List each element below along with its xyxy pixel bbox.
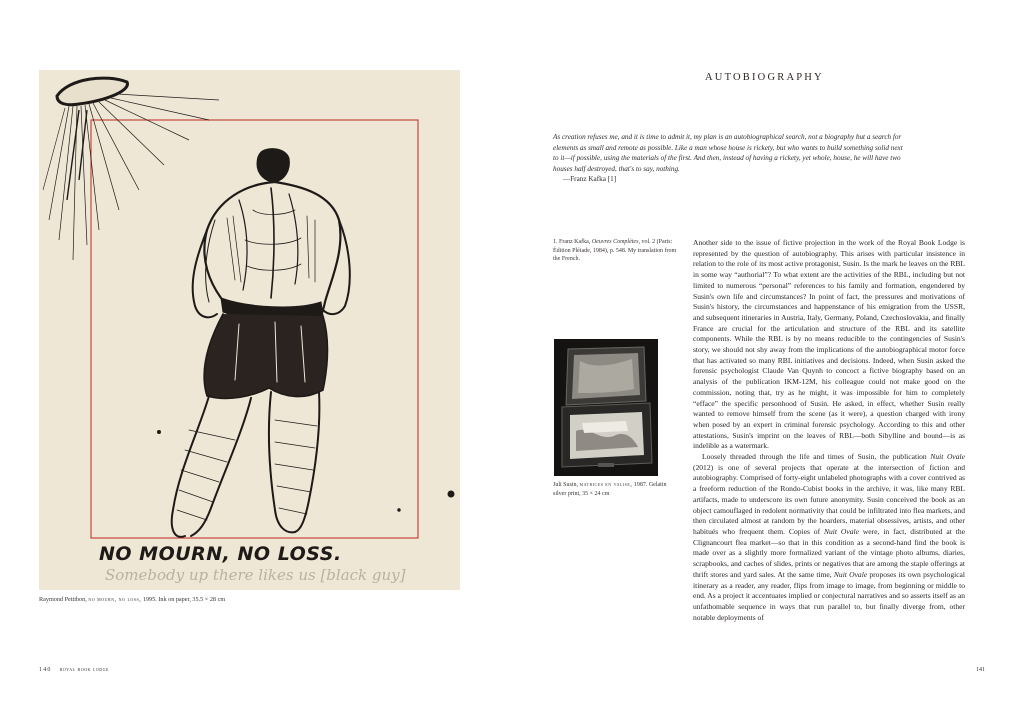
figure-from-behind [158, 149, 455, 537]
artwork-no-mourn-no-loss [39, 70, 460, 590]
section-title: AUTOBIOGRAPHY [705, 72, 824, 83]
folio-left [39, 667, 109, 673]
artwork-caption-details: 1995. Ink on paper, 35.5 × 28 cm [142, 596, 226, 603]
photo-caption-title: matrices en valise, [579, 482, 633, 488]
body-paragraph-2 [693, 452, 965, 623]
handwritten-title: NO MOURN, NO LOSS. [99, 543, 342, 565]
photo-matrices-en-valise [554, 339, 658, 476]
epigraph-attribution: —Franz Kafka [1] [563, 175, 617, 183]
p2-part-b: (2012) is one of several projects that operate at the intersection of fiction and autobiography. Comprised of forty-eight unlabeled photographs with a cover contrived as a freeform reduction of the Rondo-Cubist books in the archive, it was, like many RBL artifacts, made to underscore its own future anonymity. Susin conceived the book as an object camouflaged in redolent normativity that could be infiltrated into flea markets, and then circulated almost at random by the hoarders, material obsessives, artists, and other habitués who frequent them. Copies of [693, 462, 965, 536]
photo-caption [553, 481, 667, 498]
p2-part-a: Loosely threaded through the life and times of Susin, the publication [702, 452, 931, 462]
handwritten-subline: Somebody up there likes us [black guy] [105, 566, 406, 584]
page-number-right: 141 [976, 667, 985, 673]
photo-caption-artist: Juli Susin, [553, 482, 579, 488]
p2-part-c: were, in fact, distributed at the Clignancourt flea market—so that in this condition as a second-hand find the book is made over as a slightly more formalized variant of the vintage photo albums, diaries, scrapbooks, and caches of slides, prints or negatives that are among the staple offerings at thrift stores and yard sales. At the same time, [693, 526, 965, 579]
p2-title-a: Nuit Ovale [930, 452, 965, 462]
artwork-caption [39, 596, 460, 604]
epigraph-text: As creation refuses me, and it is time to admit it, my plan is an autobiographical search, not a biography but a search for elements as small and remote as possible. Like a man whose house is rickety, but who wants to build something solid next to it—if possible, using the materials of the first. And then, instead of having a rickety, yet whole, house, he will have two houses half destroyed, that's to say, nothing. [553, 133, 903, 173]
p2-title-b: Nuit Ovale [824, 526, 859, 536]
footnote-work: Oeuvres Complètes [591, 239, 639, 245]
footnote-1 [553, 238, 677, 264]
artwork-caption-artist: Raymond Pettibon, [39, 596, 87, 603]
suitcase-photo [554, 339, 658, 476]
p2-part-d: proposes its own psychological itinerary as a reader, any reader, flips from image to image, from beginning or middle to end. As a project it accentuates implied or conjectural narratives and so asserts itself as an unfathomable sequence in ways that run parallel to, but finally diverge from, other notable deployments of [693, 569, 965, 622]
photo-caption-details: 1987. Gelatin silver print, 35 × 24 cm [553, 482, 667, 497]
body-text [693, 238, 965, 623]
body-paragraph-1: Another side to the issue of fictive projection in the work of the Royal Book Lodge is represented by the question of autobiography. This arises with particular insistence in relation to the role of its most active protagonist, Susin. Is the mark he leaves on the RBL in some way “authorial”? To what extent are the activities of the RBL, including but not limited to numerous “personal” references to his family and formation, engendered by Susin's own life and circumstances? In point of fact, the pressures and motivations of Susin's history, the circumstances and happenstance of his emigration from the USSR, and subsequent itineraries in Austria, Italy, Germany, Poland, Czechoslovakia, and finally France are crucial for the articulation and structure of the RBL and its satellite components. While the RBL is by no means reducible to the contingencies of Susin's story, we should not shy away from the implications of the autobiographical motor force that has activated so many RBL initiatives and decisions. Indeed, when Susin asked the forensic psychologist Claude Van Quynh to concoct a fictive biography based on an analysis of the publication IKM-12M, his colleague could not make good on the commission, noting that, try as he might, it was impossible for him to completely “efface” the specific personhood of Susin. He asked, in effect, whether Susin really wanted to remove himself from the scene (as it were), a question charged with irony when posed by an expert in criminal forensic psychology. According to this and other attestations, Susin's imprint on the leaves of RBL—both Sibylline and bound—is as indelible as a watermark. [693, 238, 965, 451]
running-head: royal book lodge [59, 667, 109, 673]
ink-drawing [39, 70, 460, 590]
epigraph [553, 132, 907, 185]
page-number-left: 140 [39, 667, 52, 673]
footnote-rest: , vol. 2 (Paris: Édition Pléiade, 1984), p. 548. My translation from the French. [553, 239, 677, 263]
lamp-light-rays [43, 78, 219, 260]
footnote-lead: 1. Franz Kafka, [553, 239, 591, 245]
p2-title-c: Nuit Ovale [833, 569, 868, 579]
artwork-caption-title: no mourn, no loss, [88, 596, 142, 603]
